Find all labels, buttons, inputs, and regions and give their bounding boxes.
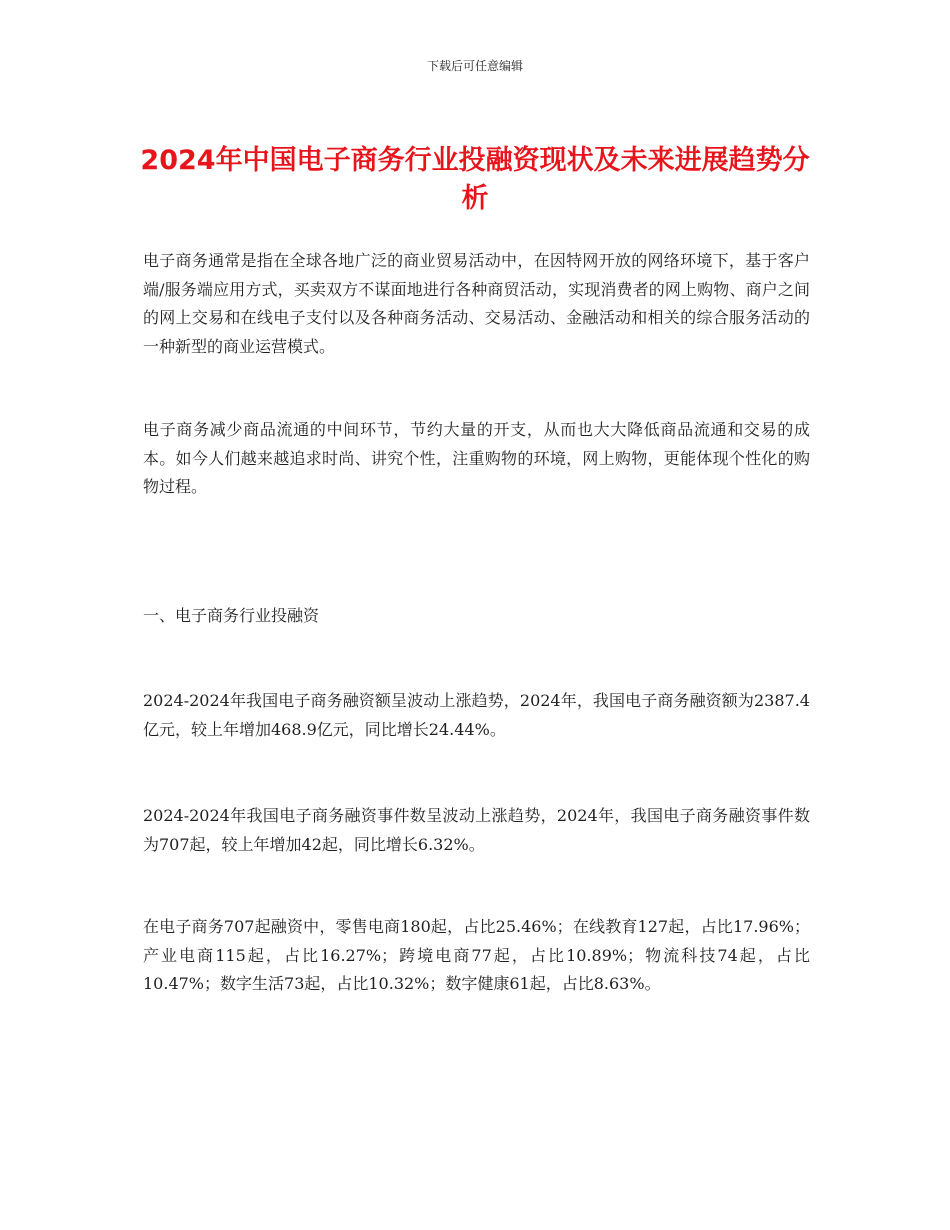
- financing-amount-paragraph: 2024-2024年我国电子商务融资额呈波动上涨趋势，2024年，我国电子商务融资额为2387.4亿元，较上年增加468.9亿元，同比增长24.44%。: [143, 691, 810, 739]
- financing-breakdown-paragraph: 在电子商务707起融资中，零售电商180起，占比25.46%；在线教育127起，占比17.96%；产业电商115起，占比16.27%；跨境电商77起，占比10.89%；物流科技74起，占比10.47%；数字生活73起，占比10.32%；数字健康61起，占比8.63%。: [143, 917, 810, 993]
- financing-events-paragraph: 2024-2024年我国电子商务融资事件数呈波动上涨趋势，2024年，我国电子商务融资事件数为707起，较上年增加42起，同比增长6.32%。: [143, 806, 810, 854]
- intro-paragraph-1: 电子商务通常是指在全球各地广泛的商业贸易活动中，在因特网开放的网络环境下，基于客户端/服务端应用方式，买卖双方不谋面地进行各种商贸活动，实现消费者的网上购物、商户之间的网上交易和在线电子支付以及各种商务活动、交易活动、金融活动和相关的综合服务活动的一种新型的商业运营模式。: [143, 251, 810, 356]
- document-title: 2024年中国电子商务行业投融资现状及未来进展趋势分析: [140, 145, 810, 214]
- intro-paragraph-2: 电子商务减少商品流通的中间环节，节约大量的开支，从而也大大降低商品流通和交易的成本。如今人们越来越追求时尚、讲究个性，注重购物的环境，网上购物，更能体现个性化的购物过程。: [143, 420, 810, 496]
- section-heading: 一、电子商务行业投融资: [143, 606, 320, 625]
- header-note: 下载后可任意编辑: [426, 59, 523, 73]
